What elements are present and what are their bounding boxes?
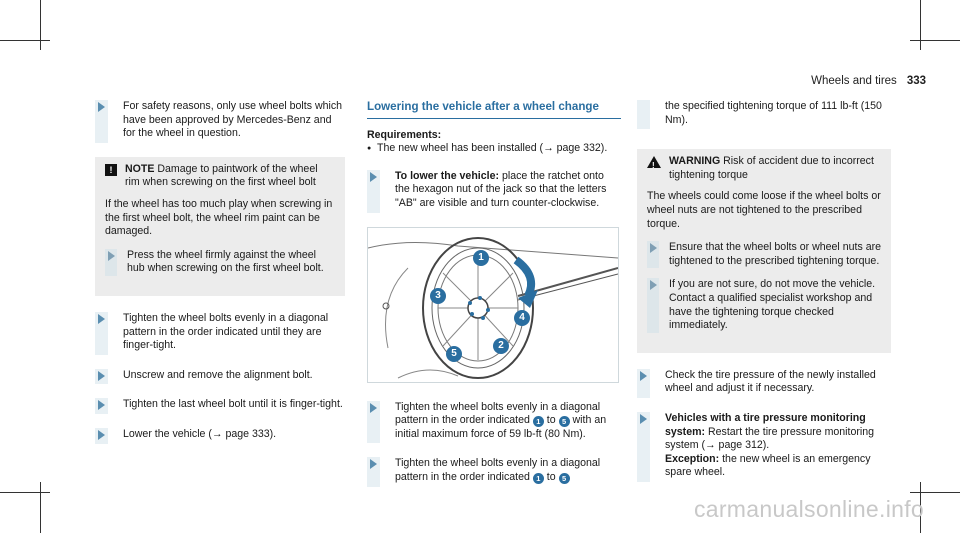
instruction-step — [95, 369, 345, 383]
warning-substep — [647, 278, 881, 332]
instruction-step — [637, 369, 891, 396]
step-text: Tighten the wheel bolts evenly in a diagonal pattern in the order indicated — [395, 400, 601, 427]
exclamation-icon: ! — [105, 164, 117, 176]
arrow-icon — [650, 280, 657, 290]
instruction-step — [637, 412, 891, 480]
step-text: Check the tire pressure of the newly installed wheel and adjust it if necessary. — [665, 368, 876, 395]
label-3: 3 — [430, 288, 446, 304]
step-label: Vehicles with a tire pressure monitoring system: — [665, 411, 866, 438]
exception-text: the new wheel is an emergency spare wheel. — [665, 452, 871, 479]
num-1-badge: 1 — [533, 416, 544, 427]
arrow-icon — [98, 400, 105, 410]
instruction-step — [367, 457, 621, 484]
requirements-label: Requirements: — [367, 128, 442, 141]
label-4: 4 — [514, 310, 530, 326]
label-2: 2 — [493, 338, 509, 354]
section-heading: Lowering the vehicle after a wheel change — [367, 100, 621, 119]
instruction-step — [95, 398, 345, 412]
step-label: To lower the vehicle: — [395, 169, 499, 182]
warning-icon: ! — [647, 156, 661, 168]
column-2 — [367, 100, 621, 501]
page-header — [811, 75, 926, 87]
crop-mark — [0, 492, 50, 493]
step-text: with an initial maximum force of 59 lb-ft (80 Nm). — [395, 414, 607, 440]
step-text: Unscrew and remove the alignment bolt. — [123, 368, 313, 381]
step-text: Lower the vehicle (→ page 333). — [123, 427, 277, 440]
step-text: the specified tightening torque of 111 lb-ft (150 Nm). — [665, 100, 882, 126]
label-5: 5 — [446, 346, 462, 362]
arrow-icon — [650, 243, 657, 253]
note-label: NOTE — [125, 162, 155, 175]
column-3 — [637, 100, 891, 496]
warning-box — [637, 149, 891, 353]
requirement-item: ● The new wheel has been installed (→ page 332). — [367, 142, 621, 156]
substep-text: If you are not sure, do not move the vehicle. Contact a qualified specialist workshop and have the tightening torque checked immediately. — [669, 278, 876, 332]
arrow-icon — [370, 172, 377, 182]
num-5-badge: 5 — [559, 473, 570, 484]
wheel-diagram — [368, 228, 618, 382]
note-title: Damage to paintwork of the wheel rim when screwing on the first wheel bolt — [125, 162, 318, 189]
instruction-step — [95, 100, 345, 141]
page-number: 333 — [906, 75, 926, 87]
step-continuation — [637, 100, 891, 127]
arrow-icon — [370, 403, 377, 413]
arrow-icon — [370, 459, 377, 469]
crop-mark — [910, 40, 960, 41]
arrow-icon — [108, 251, 115, 261]
crop-mark — [40, 0, 41, 50]
exception-label: Exception: — [665, 452, 720, 465]
warning-title: Risk of accident due to incorrect tightening torque — [669, 155, 874, 181]
arrow-icon — [98, 371, 105, 381]
substep-text: Ensure that the wheel bolts or wheel nuts are tightened to the prescribed tightening torque. — [669, 241, 881, 267]
num-1-badge: 1 — [533, 473, 544, 484]
warning-label: WARNING — [669, 155, 721, 168]
requirements — [367, 129, 621, 156]
instruction-step — [95, 428, 345, 442]
crop-mark — [910, 492, 960, 493]
step-text: Tighten the last wheel bolt until it is finger-tight. — [123, 398, 343, 411]
crop-mark — [0, 40, 50, 41]
substep-text: Press the wheel firmly against the wheel hub when screwing on the first wheel bolt. — [127, 248, 324, 275]
crop-mark — [40, 482, 41, 533]
watermark: carmanualsonline.info — [693, 496, 924, 522]
step-text: Tighten the wheel bolts evenly in a diagonal pattern in the order indicated until they are finger-tight. — [123, 311, 329, 352]
note-substep — [105, 249, 335, 276]
step-text: Tighten the wheel bolts evenly in a diagonal pattern in the order indicated — [395, 457, 601, 483]
wheel-illustration — [367, 227, 619, 383]
step-text: For safety reasons, only use wheel bolts which have been approved by Mercedes-Benz and for the wheel in question. — [123, 100, 343, 140]
section-title: Wheels and tires — [811, 75, 897, 87]
arrow-icon — [98, 314, 105, 324]
label-1: 1 — [473, 250, 489, 266]
column-1 — [95, 100, 345, 458]
warning-text: The wheels could come loose if the wheel bolts or wheel nuts are not tightened to the prescribed torque. — [647, 190, 881, 230]
arrow-icon — [640, 371, 647, 381]
instruction-step — [367, 170, 621, 211]
step-text: to — [546, 414, 556, 427]
warning-substep — [647, 241, 881, 268]
note-box — [95, 157, 345, 296]
arrow-icon — [98, 102, 105, 112]
arrow-icon — [98, 430, 105, 440]
arrow-icon — [640, 414, 647, 424]
step-text: place the ratchet onto the hexagon nut of the jack so that the letters "AB" are visible and turn counter-clockwise. — [395, 169, 607, 209]
note-text: If the wheel has too much play when screwing in the first wheel bolt, the wheel rim paint can be damaged. — [105, 197, 333, 238]
step-text: Restart the tire pressure monitoring system (→ page 312). — [665, 425, 875, 452]
crop-mark — [920, 0, 921, 50]
instruction-step — [367, 401, 621, 442]
step-text: to — [546, 470, 556, 483]
instruction-step — [95, 312, 345, 353]
num-5-badge: 5 — [559, 416, 570, 427]
